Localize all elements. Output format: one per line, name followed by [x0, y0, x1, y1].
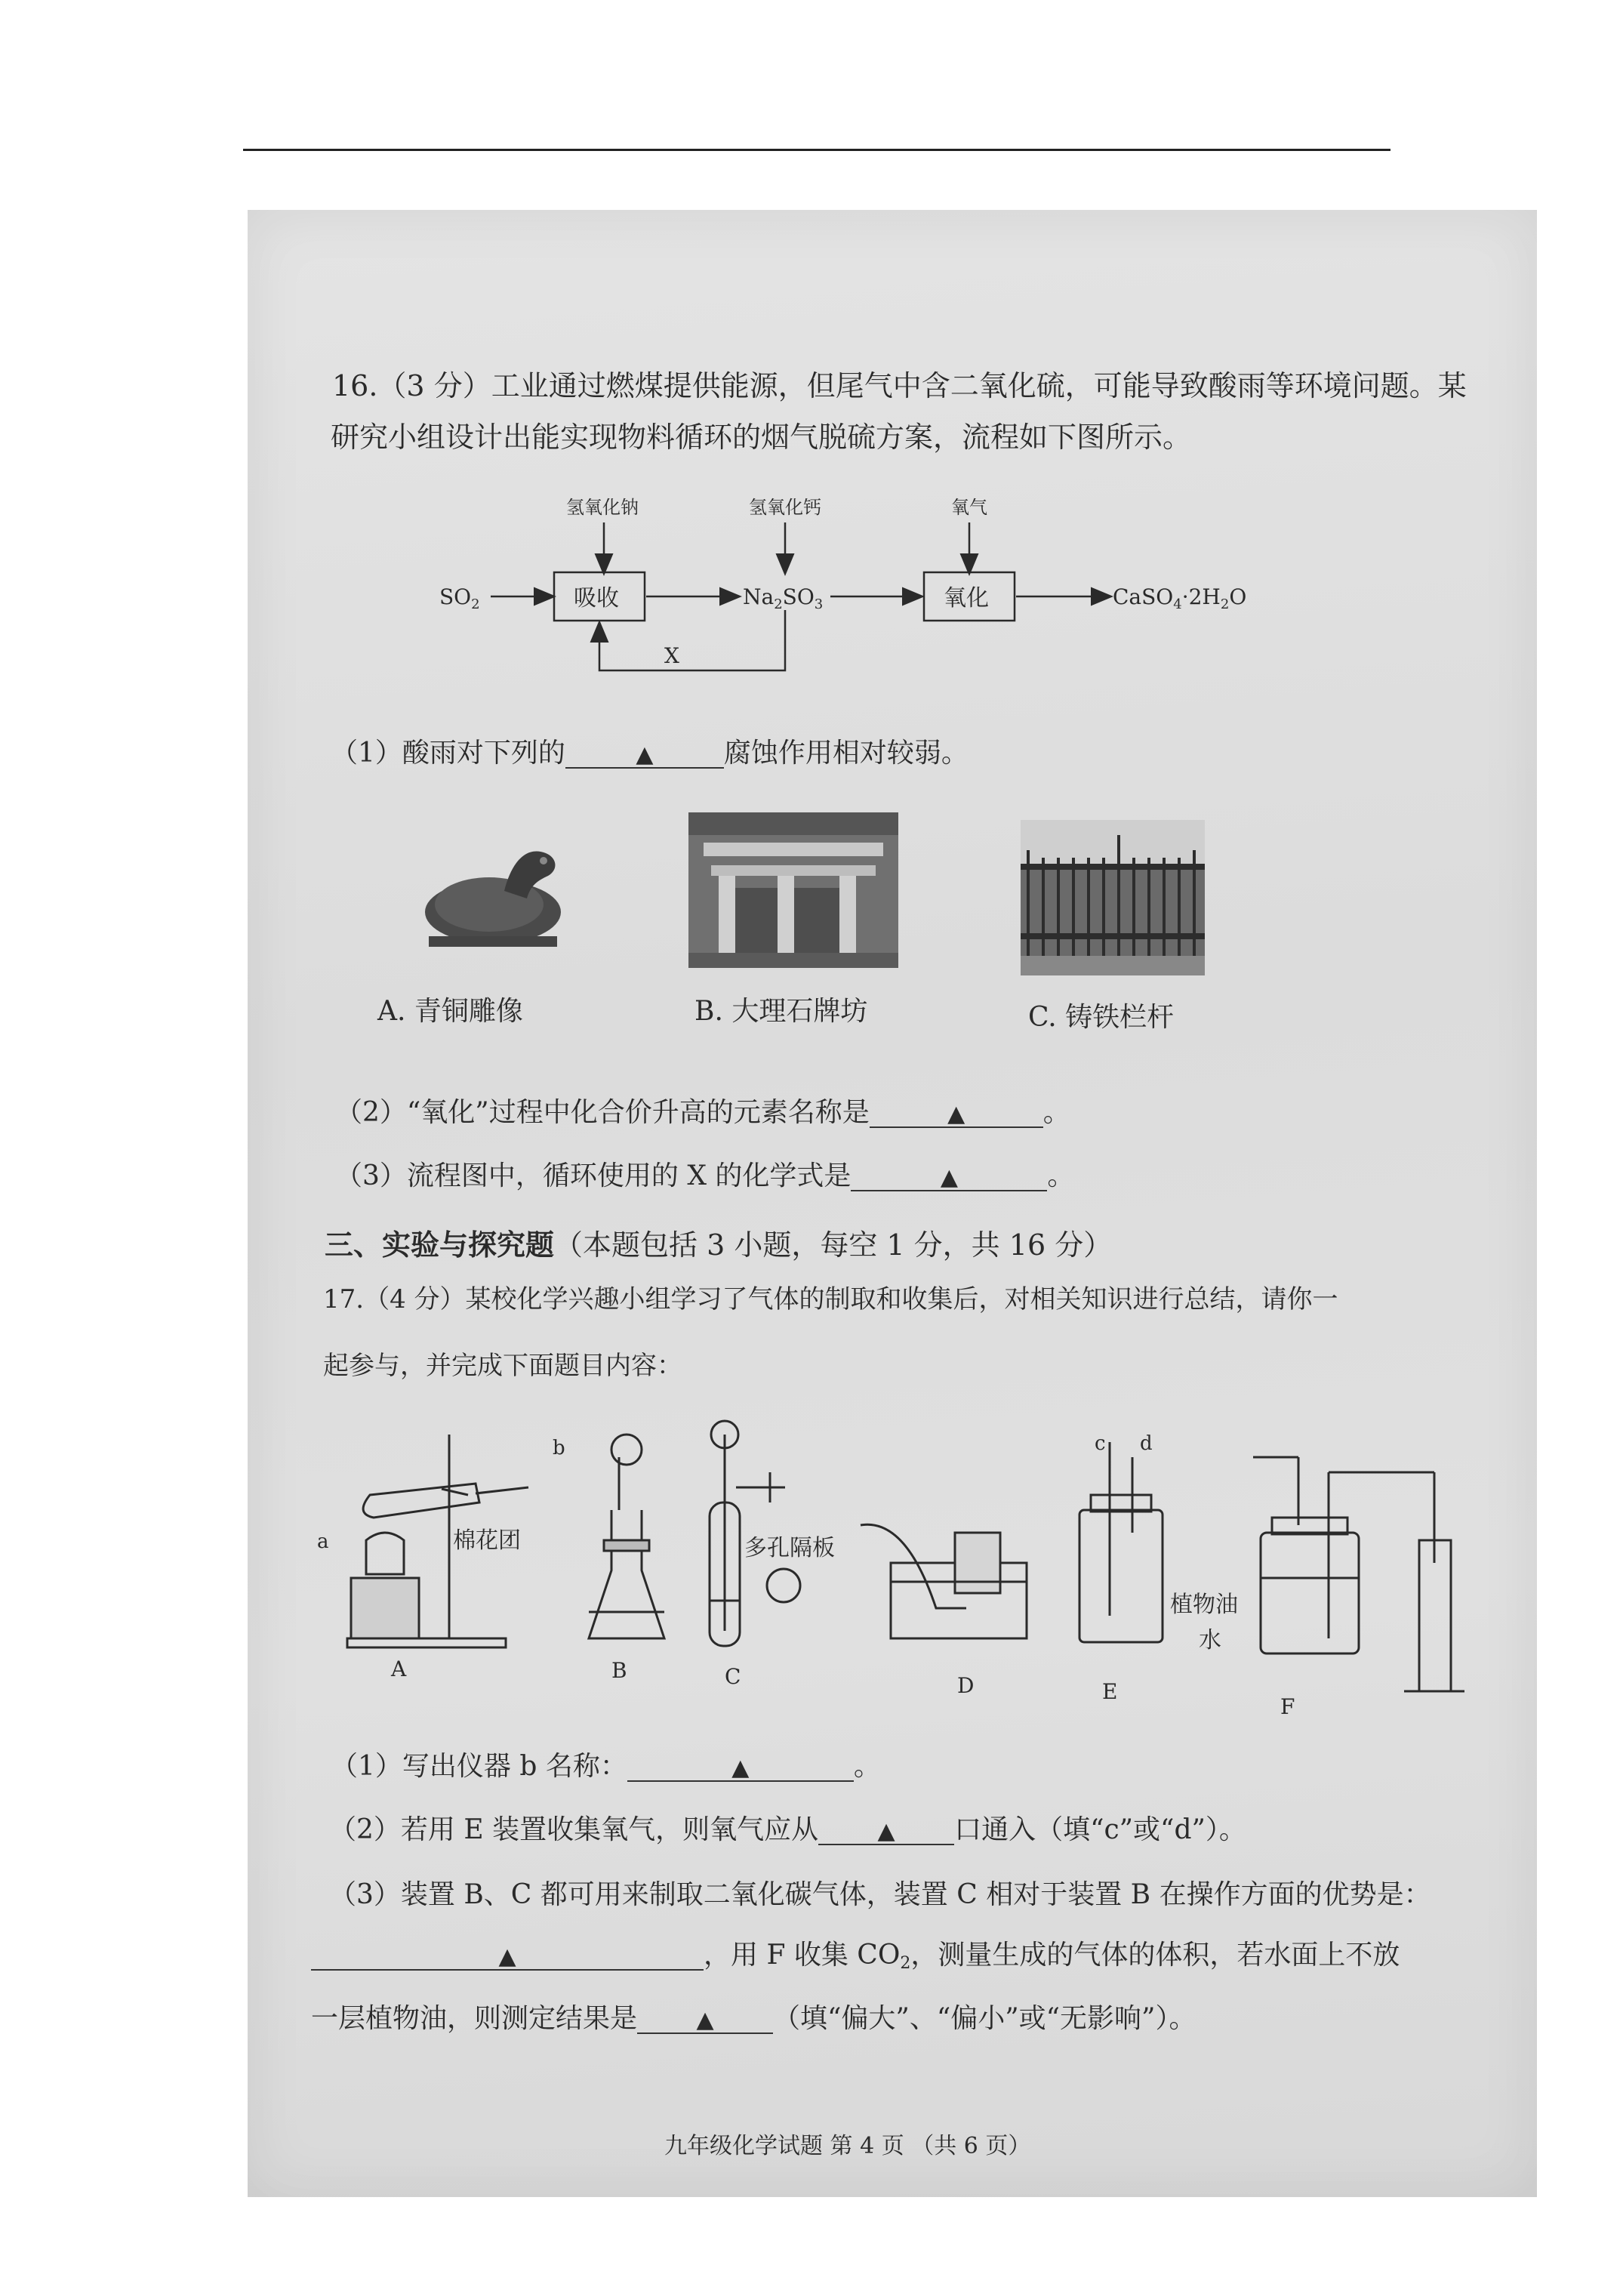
label-cotton: 棉花团 — [453, 1527, 521, 1554]
header-rule — [243, 149, 1390, 151]
q17-line1: 17.（4 分）某校化学兴趣小组学习了气体的制取和收集后，对相关知识进行总结，请你一 — [323, 1284, 1338, 1314]
device-f: F — [1280, 1694, 1295, 1719]
option-c: C. 铸铁栏杆 — [1028, 1002, 1175, 1033]
input-caoh2: 氢氧化钙 — [749, 497, 821, 518]
input-naoh: 氢氧化钠 — [566, 497, 639, 518]
absorb-label: 吸收 — [574, 585, 619, 612]
recycle-x: X — [664, 643, 679, 668]
label-c-port: c — [1095, 1432, 1106, 1455]
q16-part3: （3）流程图中，循环使用的 X 的化学式是 ▲ 。 — [335, 1160, 1075, 1191]
device-b: B — [611, 1658, 627, 1683]
reactant-so2: $SO_2$ — [439, 584, 480, 612]
label-water: 水 — [1199, 1627, 1221, 1653]
flow-diagram — [423, 483, 1283, 687]
q16-part1: （1）酸雨对下列的 ▲ 腐蚀作用相对较弱。 — [331, 738, 969, 769]
q16-line2: 研究小组设计出能实现物料循环的烟气脱硫方案，流程如下图所示。 — [331, 421, 1192, 454]
bronze-statue-image — [414, 823, 572, 951]
option-b: B. 大理石牌坊 — [694, 996, 868, 1027]
option-a: A. 青铜雕像 — [377, 996, 523, 1027]
input-o2: 氧气 — [951, 497, 987, 518]
label-b-port: b — [553, 1437, 565, 1459]
q16-line1: 16.（3 分）工业通过燃煤提供能源，但尾气中含二氧化硫，可能导致酸雨等环境问题。某 — [332, 369, 1467, 402]
q17-part2: （2）若用 E 装置收集氧气，则氧气应从 ▲ 口通入（填“c”或“d”）。 — [329, 1814, 1246, 1845]
cast-iron-railing-image — [1021, 820, 1205, 975]
q17-part1: （1）写出仪器 b 名称： ▲ 。 — [331, 1751, 881, 1782]
oxidize-label: 氧化 — [944, 585, 989, 612]
label-a-port: a — [317, 1530, 329, 1553]
intermediate-na2so3: $Na_2SO_3$ — [743, 584, 824, 612]
apparatus-diagram — [317, 1412, 1464, 1737]
marble-archway-image — [688, 812, 898, 968]
q17-part3-line1: （3）装置 B、C 都可用来制取二氧化碳气体，装置 C 相对于装置 B 在操作方面的优势是： — [329, 1879, 1431, 1910]
q17-part3-line3: 一层植物油，则测定结果是 ▲ （填“偏大”、“偏小”或“无影响”）。 — [311, 2003, 1196, 2034]
label-oil: 植物油 — [1170, 1592, 1238, 1618]
label-plate: 多孔隔板 — [744, 1535, 835, 1561]
device-c: C — [725, 1664, 741, 1689]
section3-heading: 三、实验与探究题（本题包括 3 小题，每空 1 分，共 16 分） — [325, 1228, 1113, 1262]
device-a: A — [391, 1657, 407, 1681]
q17-part3-line2: ▲ ，用 F 收集 CO2，测量生成的气体的体积，若水面上不放 — [311, 1942, 1400, 1972]
q17-line2: 起参与，并完成下面题目内容： — [323, 1351, 682, 1381]
product-caso4: $CaSO_4\cdot 2H_2O$ — [1113, 584, 1247, 612]
q16-part2: （2）“氧化”过程中化合价升高的元素名称是 ▲ 。 — [335, 1097, 1070, 1128]
label-d-port: d — [1140, 1432, 1153, 1455]
device-e: E — [1102, 1679, 1118, 1704]
device-d: D — [957, 1673, 975, 1698]
page-footer: 九年级化学试题 第 4 页 （共 6 页） — [664, 2133, 1031, 2159]
